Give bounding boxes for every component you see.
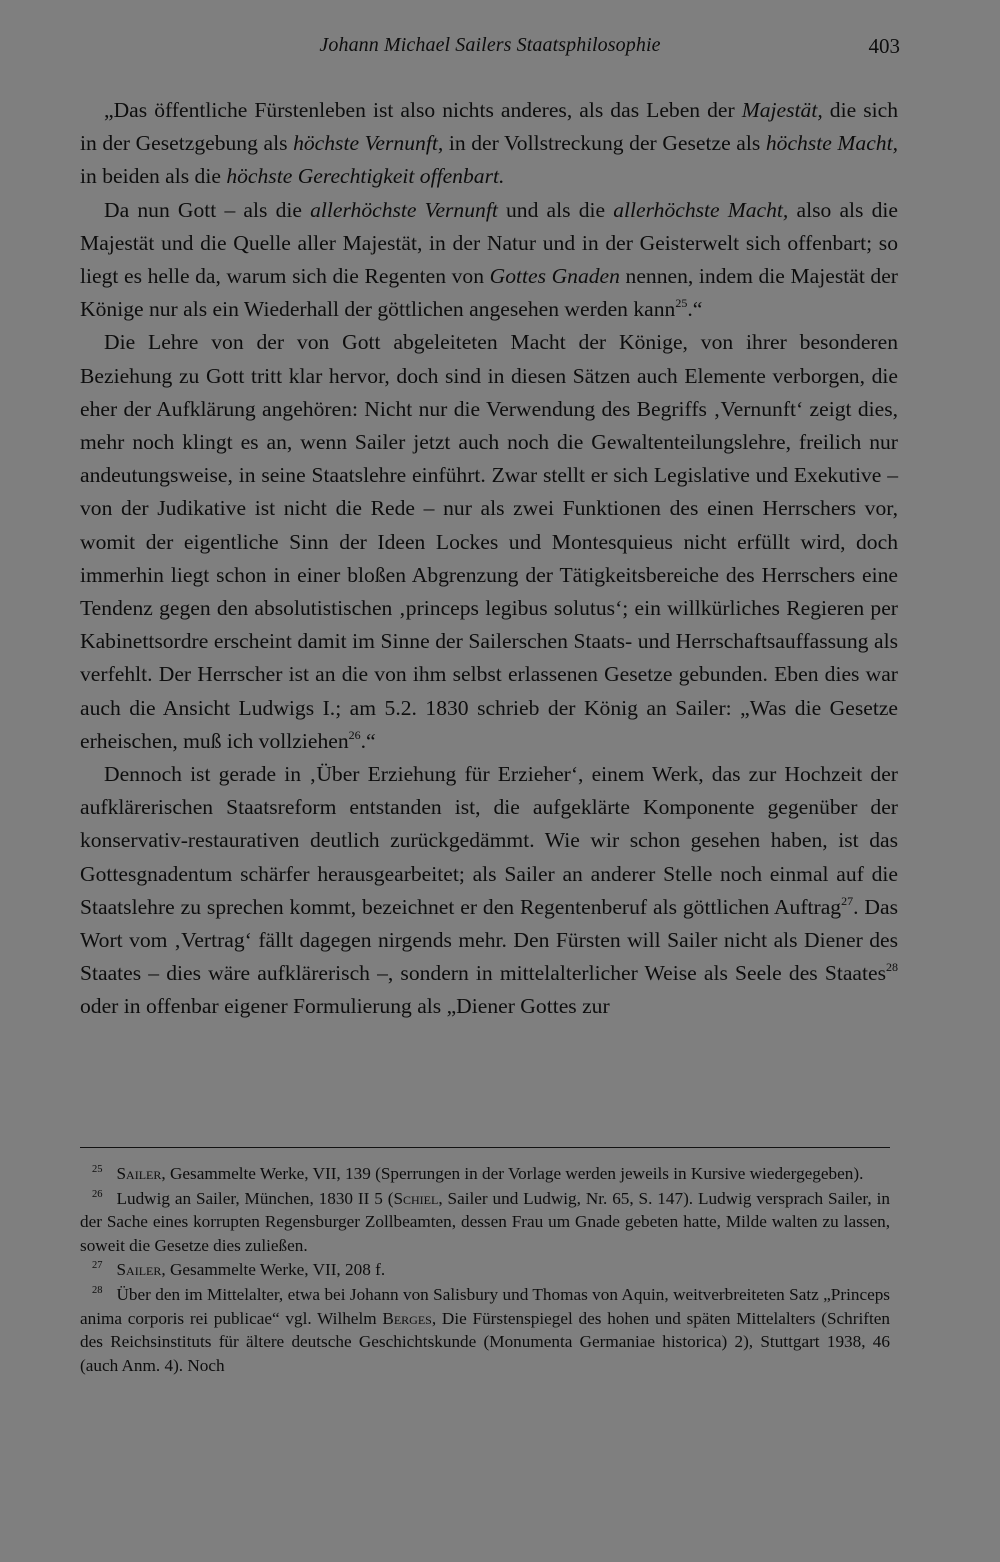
text-run: .“ xyxy=(360,728,376,753)
footnote-text: , Gesammelte Werke, VII, 208 f. xyxy=(161,1260,386,1280)
text-run: „Das öffentliche Fürstenleben ist also nichts anderes, als das Leben der xyxy=(104,98,742,122)
footnotes xyxy=(80,1162,890,1378)
text-run: nennen, indem die Majestät der Könige nur als ein Wiederhall der göttlichen angesehen werden kann xyxy=(80,264,898,322)
footnote-ref-27[interactable]: 27 xyxy=(841,893,854,908)
italic-run: Gottes Gnaden xyxy=(489,264,620,289)
author-name: Berges xyxy=(382,1308,432,1328)
footnote-number: 25 xyxy=(92,1164,103,1175)
text-run: . Das Wort vom ‚Vertrag‘ fällt dagegen nirgends mehr. Den Fürsten will Sailer nicht als Diener des Staates – dies wäre aufklärerisch –, sondern in mittelalterlicher Weise als Seele des Staates xyxy=(80,894,898,986)
footnote-number: 27 xyxy=(92,1260,103,1272)
text-run: .“ xyxy=(687,297,703,322)
italic-run: allerhöchste Vernunft xyxy=(310,197,498,222)
text-run: in beiden als die xyxy=(80,164,227,189)
quote-paragraph-2 xyxy=(80,194,898,327)
body-paragraph-4 xyxy=(80,758,898,1024)
page-number: 403 xyxy=(868,34,900,58)
author-name: Sailer xyxy=(116,1260,162,1280)
main-text xyxy=(80,94,898,1024)
author-name: Schiel xyxy=(393,1188,439,1208)
footnote-text: Ludwig an Sailer, München, 1830 II 5 ( xyxy=(116,1188,394,1208)
footnote-ref-28[interactable]: 28 xyxy=(886,960,898,975)
footnote-ref-26[interactable]: 26 xyxy=(348,727,361,742)
footnote-25 xyxy=(80,1162,890,1186)
footnote-number: 26 xyxy=(92,1188,103,1200)
footnote-26 xyxy=(80,1187,890,1258)
footnote-text: Über den im Mittelalter, etwa bei Johann von Salisbury und Thomas von Aquin, weitverbreiteten Satz „Princeps anima corporis rei publicae“ vgl. Wilhelm xyxy=(80,1284,890,1328)
footnote-text: , Die Fürstenspiegel des hohen und späten Mittelalters (Schriften des Reichsinstituts für ältere deutsche Geschichtskunde (Monumenta Germaniae historica) 2), Stuttgart 1938, 46 (auch Anm. 4). Noch xyxy=(80,1308,890,1375)
footnote-divider xyxy=(80,1147,890,1148)
footnote-ref-25[interactable]: 25 xyxy=(675,296,688,311)
text-run: Dennoch ist gerade in ‚Über Erziehung für Erzieher‘, einem Werk, das zur Hochzeit der aufklärerischen Staatsreform entstanden ist, die aufgeklärte Komponente gegenüber der konservativ-restaurativen deutlich zurückgedämmt. Wie wir schon gesehen haben, ist das Gottesgnadentum schärfer herausgearbeitet; als Sailer an anderer Stelle noch einmal auf die Staatslehre zu sprechen kommt, bezeichnet er den Regentenberuf als göttlichen Auftrag xyxy=(80,762,898,919)
text-run: die sich in der Gesetzgebung als xyxy=(80,98,898,156)
footnote-27 xyxy=(80,1258,890,1282)
author-name: Sailer xyxy=(116,1164,162,1183)
text-run: Die Lehre von der von Gott abgeleiteten Macht der Könige, von ihrer besonderen Beziehung zu Gott tritt klar hervor, doch sind in diesen Sätzen auch Elemente verborgen, die eher der Aufklärung angehören: Nicht nur die Verwendung des Begriffs ‚Vernunft‘ zeigt dies, mehr noch klingt es an, wenn Sailer jetzt auch noch die Gewaltenteilungslehre, freilich nur andeutungsweise, in seine Staatslehre einführt. Zwar stellt er sich Legislative und Exekutive – von der Judikative ist nicht die Rede – nur als zwei Funktionen des einen Herrschers vor, womit der eigentliche Sinn der Ideen Lockes und Montesquieus nicht erfüllt wird, doch immerhin liegt schon in einer bloßen Abgrenzung der Tätigkeitsbereiche des Herrschers eine Tendenz gegen den absolutistischen ‚princeps legibus solutus‘; ein willkürliches Regieren per Kabinettsordre erscheint damit im Sinne der Sailerschen Staats- und Herrschaftsauffassung als verfehlt. Der Herrscher ist an die von ihm selbst erlassenen Gesetze gebunden. Eben dies war auch die Ansicht Ludwigs I.; am 5.2. 1830 schrieb der König an Sailer: „Was die Gesetze erheischen, muß ich vollziehen xyxy=(80,330,898,753)
text-run: oder in offenbar eigener Formulierung als „Diener Gottes zur xyxy=(80,994,610,1019)
text-run: Da nun Gott – als die xyxy=(104,197,311,222)
italic-run: höchste Gerechtigkeit offenbart. xyxy=(226,164,505,189)
body-paragraph-3 xyxy=(80,326,898,758)
text-run: also als die Majestät und die Quelle aller Majestät, in der Natur und in der Geisterwelt sich offenbart; so liegt es helle da, warum sich die Regenten von xyxy=(80,197,898,289)
text-run: und als die xyxy=(497,197,614,222)
italic-run: allerhöchste Macht, xyxy=(613,197,789,222)
footnote-number: 28 xyxy=(92,1284,103,1296)
footnote-28 xyxy=(80,1283,890,1377)
italic-run: Majestät, xyxy=(741,98,823,122)
quote-paragraph-1 xyxy=(80,94,898,194)
running-title: Johann Michael Sailers Staatsphilosophie xyxy=(319,34,661,56)
running-head xyxy=(80,34,900,64)
italic-run: höchste Macht, xyxy=(765,131,898,156)
footnote-text: , Gesammelte Werke, VII, 139 (Sperrungen in der Vorlage werden jeweils in Kursive wiedergegeben). xyxy=(161,1164,864,1183)
footnote-text: , Sailer und Ludwig, Nr. 65, S. 147). Ludwig versprach Sailer, in der Sache eines korrupten Regensburger Zollbeamten, dessen Frau um Gnade gebeten hatte, Milde walten zu lassen, soweit die Gesetze dies zuließen. xyxy=(80,1188,890,1255)
italic-run: höchste Vernunft, xyxy=(293,131,444,156)
text-run: in der Vollstreckung der Gesetze als xyxy=(443,131,766,156)
